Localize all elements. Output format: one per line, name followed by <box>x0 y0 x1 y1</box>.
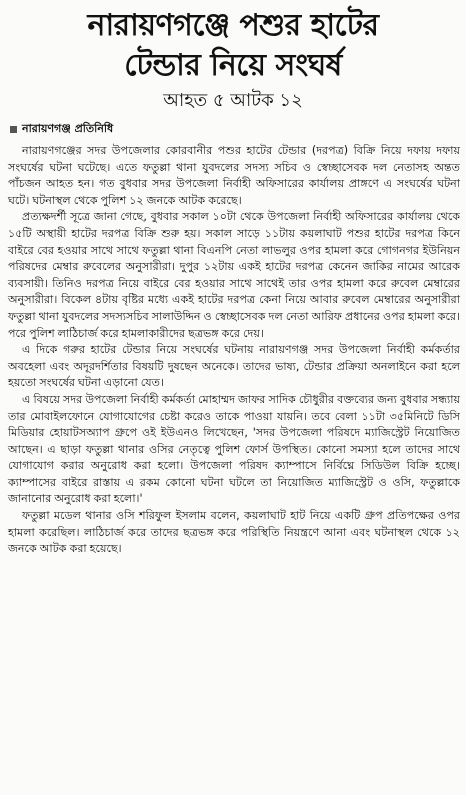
byline <box>10 120 466 139</box>
article-body <box>0 143 466 558</box>
paragraph-2: প্রত্যক্ষদর্শী সূত্রে জানা গেছে, বুধবার সকাল ১০টা থেকে উপজেলা নির্বাহী অফিসারের কার্যালয় থেকে ১৫টি অস্থায়ী হাটের দরপত্র বিক্রি শুরু হয়। সকাল সাড়ে ১১টায় কয়লাঘাট পশুর হাটের দরপত্র কিনে বাইরে বের হওয়ার সাথে সাথে ফতুল্লা থানা বিএনপি নেতা লাভলুর ওপর হামলা করে গোগনগর ইউনিয়ন পরিষদের মেম্বার রুবেলের অনুসারীরা। দুপুর ১২টায় একই হাটের দরপত্র কেনেন জাকির নামের আরেক ব্যবসায়ী। তিনিও দরপত্র নিয়ে বাইরে বের হওয়ার সাথে সাথেই তার ওপর হামলা করে রুবেল মেম্বারের অনুসারীরা। বিকেল ৪টায় বৃষ্টির মধ্যে একই হাটের দরপত্র কেনা নিয়ে আবার রুবেল মেম্বারের অনুসারীরা ফতুল্লা থানা যুবদলের সদস্যসচিব সালাউদ্দিন ও স্বেচ্ছাসেবক দল নেতা আরিফ প্রধানের ওপর হামলা করে। পরে পুলিশ লাঠিচার্জ করে হামলাকারীদের ছত্রভঙ্গ করে দেয়। <box>8 210 460 340</box>
subheadline: আহত ৫ আটক ১২ <box>163 90 303 111</box>
headline <box>0 6 466 86</box>
paragraph-4: এ বিষয়ে সদর উপজেলা নির্বাহী কর্মকর্তা মোহাম্মদ জাফর সাদিক চৌধুরীর বক্তব্যের জন্য বুধবার সন্ধ্যায় তার মোবাইলফোনে যোগাযোগের চেষ্টা করেও তাকে পাওয়া যায়নি। তবে বেলা ১১টা ৩৫মিনিটে ডিসি মিডিয়ার হোয়াটসঅ্যাপ গ্রুপে ওই ইউএনও লিখেছেন, 'সদর উপজেলা পরিষদে ম্যাজিস্ট্রেট নিয়োজিত আছেন। এ ছাড়া ফতুল্লা থানার ওসির নেতৃত্বে পুলিশ ফোর্স উপস্থিত। কোনো সমস্যা হলে তাদের সাথে যোগাযোগ করার অনুরোধ করা হলো। উপজেলা পরিষদ ক্যাম্পাসে নির্বিঘ্নে সিডিউল বিক্রি হচ্ছে। ক্যাম্পাসের বাইরে রাস্তায় এ রকম কোনো ঘটনা ঘটলে তা নিয়োজিত ম্যাজিস্ট্রেট ও ওসি, ফতুল্লাকে জানানোর অনুরোধ করা হলো।' <box>8 392 460 506</box>
paragraph-3: এ দিকে গরুর হাটের টেন্ডার নিয়ে সংঘর্ষের ঘটনায় নারায়ণগঞ্জ সদর উপজেলা নির্বাহী কর্মকর্তার অবহেলা এবং অদূরদর্শিতার বিষয়টি দুষছেন অনেকে। তাদের ভাষ্য, টেন্ডার প্রক্রিয়া অনলাইনে করা হলে হয়তো সংঘর্ষের ঘটনা এড়ানো যেত। <box>8 343 460 390</box>
bullet-icon <box>10 126 17 133</box>
headline-line-1: নারায়ণগঞ্জে পশুর হাটের <box>87 8 379 43</box>
paragraph-1: নারায়ণগঞ্জের সদর উপজেলার কোরবানীর পশুর হাটের টেন্ডার (দরপত্র) বিক্রি নিয়ে দফায় দফায় সংঘর্ষের ঘটনা ঘটেছে। এতে ফতুল্লা থানা যুবদলের সদস্য সচিব ও স্বেচ্ছাসেবক দল নেতাসহ অন্তত পাঁচজন আহত হন। গত বুধবার সদর উপজেলা নির্বাহী অফিসারের কার্যালয় প্রাঙ্গণে এ সংঘর্ষের ঘটনা ঘটে। ঘটনাস্থল থেকে পুলিশ ১২ জনকে আটক করেছে। <box>8 144 460 207</box>
byline-text: নারায়ণগঞ্জ প্রতিনিধি <box>22 122 114 135</box>
paragraph-5: ফতুল্লা মডেল থানার ওসি শরিফুল ইসলাম বলেন, কয়লাঘাট হাট নিয়ে একটি গ্রুপ প্রতিপক্ষের ওপর হামলা করেছিল। লাঠিচার্জ করে তাদের ছত্রভঙ্গ করে পরিস্থিতি নিয়ন্ত্রণে আনা এবং ঘটনাস্থল থেকে ১২ জনকে আটক করা হয়েছে। <box>8 509 460 556</box>
headline-line-2: টেন্ডার নিয়ে সংঘর্ষ <box>124 48 342 83</box>
